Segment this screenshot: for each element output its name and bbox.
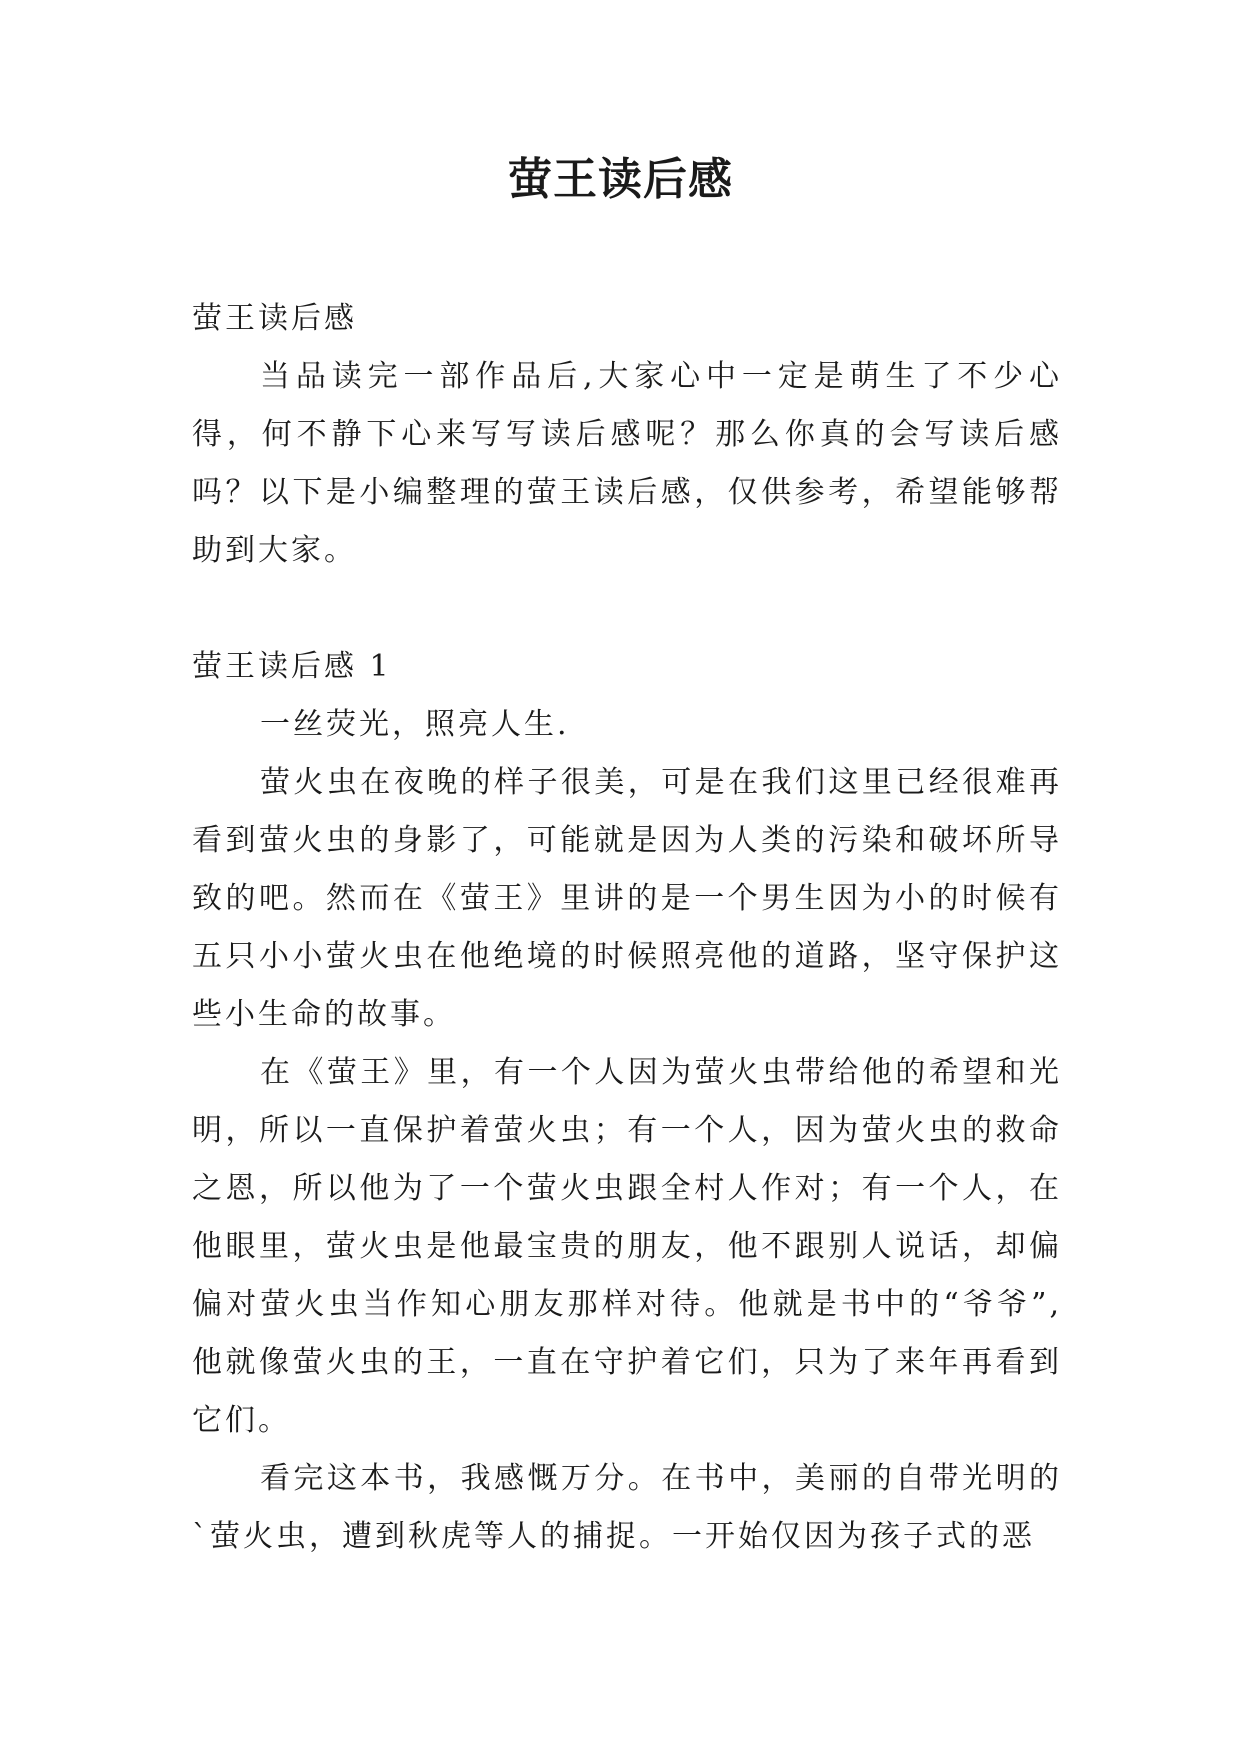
paragraph-2: 萤火虫在夜晚的样子很美，可是在我们这里已经很难再看到萤火虫的身影了，可能就是因为人类的污染和破坏所导致的吧。然而在《萤王》里讲的是一个男生因为小的时候有五只小小萤火虫在他绝境的时候照亮他的道路，坚守保护这些小生命的故事。 [192, 765, 1062, 1032]
section-heading-intro: 萤王读后感 [192, 301, 357, 336]
paragraph-1: 一丝荧光，照亮人生. [260, 707, 570, 742]
section-heading-1: 萤王读后感 1 [192, 649, 392, 684]
intro-paragraph: 当品读完一部作品后,大家心中一定是萌生了不少心得，何不静下心来写写读后感呢？那么你真的会写读后感吗？以下是小编整理的萤王读后感，仅供参考，希望能够帮助到大家。 [192, 359, 1062, 568]
paragraph-3: 在《萤王》里，有一个人因为萤火虫带给他的希望和光明，所以一直保护着萤火虫；有一个人，因为萤火虫的救命之恩，所以他为了一个萤火虫跟全村人作对；有一个人，在他眼里，萤火虫是他最宝贵的朋友，他不跟别人说话，却偏偏对萤火虫当作知心朋友那样对待。他就是书中的“爷爷”,他就像萤火虫的王，一直在守护着它们，只为了来年再看到它们。 [192, 1055, 1062, 1438]
document-body [192, 290, 1062, 1566]
paragraph-spacer [192, 580, 1062, 638]
document-title: 萤王读后感 [508, 154, 733, 205]
paragraph-4: 看完这本书，我感慨万分。在书中，美丽的自带光明的`萤火虫，遭到秋虎等人的捕捉。一开始仅因为孩子式的恶 [192, 1461, 1062, 1554]
